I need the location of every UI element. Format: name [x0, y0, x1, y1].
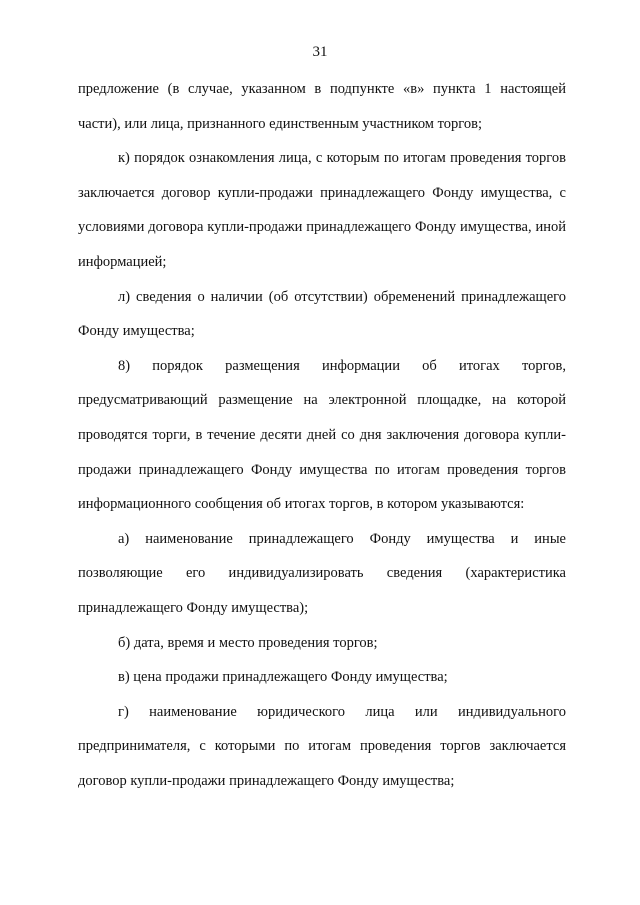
paragraph-item-v: в) цена продажи принадлежащего Фонду имущества; — [118, 669, 448, 686]
paragraph-item-l: л) сведения о наличии (об отсутствии) обременений принадлежащего Фонду имущества; — [78, 288, 566, 340]
page-number: 31 — [312, 44, 328, 60]
paragraph-item-b: б) дата, время и место проведения торгов; — [118, 634, 378, 651]
paragraph-item-a: а) наименование принадлежащего Фонду имущества и иные позволяющие его индивидуализировать сведения (характеристика принадлежащего Фонду имущества); — [78, 530, 566, 616]
paragraph-item-k: к) порядок ознакомления лица, с которым по итогам проведения торгов заключается договор купли-продажи принадлежащего Фонду имущества, с условиями договора купли-продажи принадлежащего Фонду имущества, иной информацией; — [78, 150, 566, 270]
document-body — [78, 72, 566, 798]
paragraph-item-8: 8) порядок размещения информации об итогах торгов, предусматривающий размещение на электронной площадке, на которой проводятся торги, в течение десяти дней со дня заключения договора купли-продажи принадлежащего Фонду имущества по итогам проведения торгов информационного сообщения об итогах торгов, в котором указываются: — [78, 357, 566, 513]
paragraph-item-g: г) наименование юридического лица или индивидуального предпринимателя, с которыми по итогам проведения торгов заключается договор купли-продажи принадлежащего Фонду имущества; — [78, 703, 566, 789]
paragraph-continuation: предложение (в случае, указанном в подпункте «в» пункта 1 настоящей части), или лица, признанного единственным участником торгов; — [78, 81, 566, 132]
